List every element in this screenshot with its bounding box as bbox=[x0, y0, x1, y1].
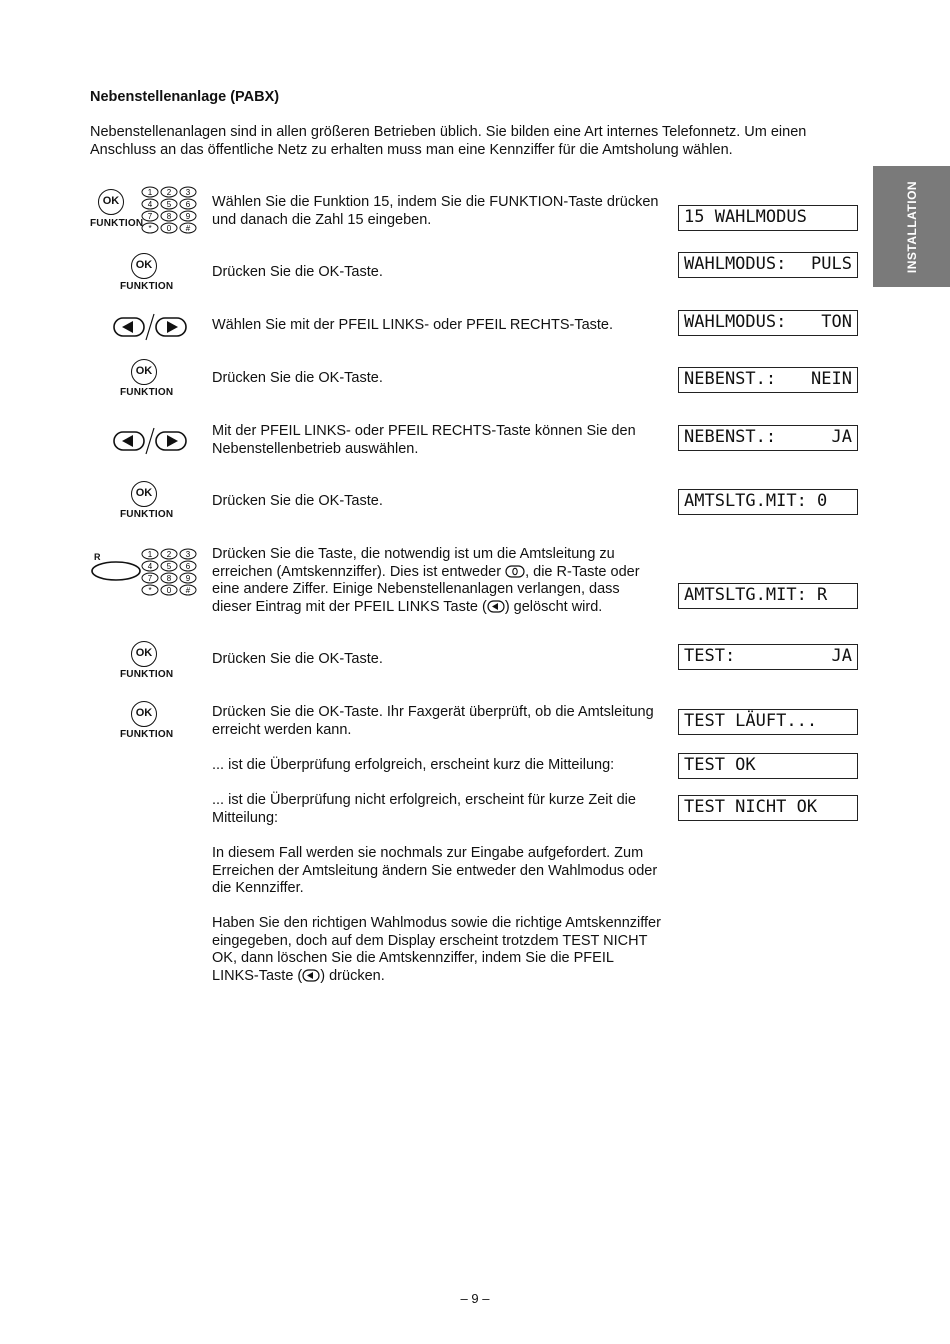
lcd-right-text: NEIN bbox=[811, 369, 852, 389]
left-right-arrow-icon bbox=[112, 312, 190, 342]
lcd-left-text: AMTSLTG.MIT: R bbox=[684, 585, 828, 605]
final-note bbox=[212, 915, 662, 985]
keypad-icon bbox=[140, 548, 200, 598]
lcd-display bbox=[678, 367, 858, 393]
step-5-text: Mit der PFEIL LINKS- oder PFEIL RECHTS-Taste können Sie den Nebenstellenbetrieb auswählen. bbox=[212, 423, 636, 457]
step-1-text: Wählen Sie die Funktion 15, indem Sie die FUNKTION-Taste drücken und danach die Zahl 15 eingeben. bbox=[212, 194, 659, 228]
keypad-key-label: 8 bbox=[166, 212, 172, 221]
keypad-key-label: # bbox=[185, 224, 191, 233]
lcd-display bbox=[678, 205, 858, 231]
step-4-text: Drücken Sie die OK-Taste. bbox=[212, 370, 383, 386]
lcd-left-text: WAHLMODUS: bbox=[684, 312, 787, 332]
keypad-key-label: 6 bbox=[185, 200, 191, 209]
lcd-display bbox=[678, 709, 858, 735]
lcd-left-text: AMTSLTG.MIT: 0 bbox=[684, 491, 828, 511]
ok-funktion-icon bbox=[118, 481, 176, 523]
step-7-text-part-2: , die R-Taste oder eine andere Ziffer. Einige Nebenstellenanlagen verlangen, dass dieser Eintrag mit der PFEIL LINKS Taste ( bbox=[212, 563, 640, 615]
ok-funktion-icon bbox=[118, 641, 176, 683]
funktion-label: FUNKTION bbox=[120, 387, 174, 398]
lcd-right-text: TON bbox=[821, 312, 852, 332]
left-arrow-key-icon bbox=[487, 600, 505, 613]
ok-and-keypad-icon bbox=[90, 186, 205, 236]
keypad-key-label: 1 bbox=[147, 550, 153, 559]
step-7-text-part-1: Drücken Sie die Taste, die notwendig ist um die Amtsleitung zu erreichen (Amtskennziffer). Dies ist entweder bbox=[212, 546, 615, 580]
left-right-arrow-icon bbox=[112, 426, 190, 456]
final-note-part-2: ) drücken. bbox=[320, 967, 385, 984]
lcd-display bbox=[678, 583, 858, 609]
keypad-key-label: 8 bbox=[166, 574, 172, 583]
r-key-icon bbox=[90, 558, 145, 584]
keypad-key-label: # bbox=[185, 586, 191, 595]
keypad-key-label: 5 bbox=[166, 562, 172, 571]
step-7-text-part-3: ) gelöscht wird. bbox=[504, 598, 603, 615]
lcd-right-text: JA bbox=[831, 427, 852, 447]
lcd-left-text: TEST OK bbox=[684, 755, 756, 775]
keypad-key-label: 0 bbox=[166, 224, 172, 233]
lcd-left-text: WAHLMODUS: bbox=[684, 254, 787, 274]
left-arrow-key-icon bbox=[302, 969, 320, 982]
lcd-display bbox=[678, 753, 858, 779]
funktion-label: FUNKTION bbox=[120, 669, 174, 680]
keypad-key-label: 1 bbox=[147, 188, 153, 197]
keypad-key-label: 7 bbox=[147, 574, 153, 583]
lcd-display bbox=[678, 795, 858, 821]
failure-note: ... ist die Überprüfung nicht erfolgreich, erscheint für kurze Zeit die Mitteilung: bbox=[212, 792, 636, 826]
ok-funktion-icon bbox=[118, 701, 176, 743]
step-3-text: Wählen Sie mit der PFEIL LINKS- oder PFEIL RECHTS-Taste. bbox=[212, 317, 614, 333]
zero-key-icon bbox=[505, 565, 525, 578]
page-number: – 9 – bbox=[460, 1291, 490, 1306]
keypad-key-label: 4 bbox=[147, 200, 153, 209]
intro-paragraph: Nebenstellenanlagen sind in allen größeren Betrieben üblich. Sie bilden eine Art internes Telefonnetz. Um einen Anschluss an das öffentliche Netz zu erhalten muss man eine Kennziffer für die Amtsholung wählen. bbox=[90, 124, 807, 158]
keypad-key-label: 4 bbox=[147, 562, 153, 571]
final-note-part-1: Haben Sie den richtigen Wahlmodus sowie die richtige Amtskennziffer eingegeben, doch auf dem Display erscheint trotzdem TEST NICHT OK, dann löschen Sie die Amtskennziffer, indem Sie die PFEIL LINKS-Taste ( bbox=[212, 915, 661, 984]
step-7-text bbox=[212, 546, 662, 616]
keypad-icon bbox=[140, 186, 200, 236]
r-key-label: R bbox=[94, 552, 101, 562]
r-key-and-keypad-icon bbox=[90, 548, 205, 600]
funktion-label: FUNKTION bbox=[120, 281, 174, 292]
keypad-key-label: * bbox=[148, 586, 152, 595]
retry-note: In diesem Fall werden sie nochmals zur Eingabe aufgefordert. Zum Erreichen der Amtsleitung ändern Sie entweder den Wahlmodus oder die Kennziffer. bbox=[212, 845, 658, 897]
lcd-display bbox=[678, 489, 858, 515]
keypad-key-label: 2 bbox=[166, 188, 172, 197]
ok-funktion-icon bbox=[118, 253, 176, 295]
keypad-key-label: 9 bbox=[185, 574, 191, 583]
step-2-text: Drücken Sie die OK-Taste. bbox=[212, 264, 383, 280]
lcd-display bbox=[678, 425, 858, 451]
lcd-display bbox=[678, 310, 858, 336]
success-note: ... ist die Überprüfung erfolgreich, erscheint kurz die Mitteilung: bbox=[212, 757, 615, 773]
lcd-left-text: NEBENST.: bbox=[684, 369, 777, 389]
ok-key-icon: OK bbox=[131, 701, 157, 727]
funktion-label: FUNKTION bbox=[120, 509, 174, 520]
step-8-text: Drücken Sie die OK-Taste. bbox=[212, 651, 383, 667]
keypad-key-label: 9 bbox=[185, 212, 191, 221]
lcd-display bbox=[678, 252, 858, 278]
side-tab-label: INSTALLATION bbox=[904, 180, 919, 273]
lcd-left-text: 15 WAHLMODUS bbox=[684, 207, 807, 227]
ok-key-icon: OK bbox=[131, 253, 157, 279]
lcd-right-text: PULS bbox=[811, 254, 852, 274]
section-heading: Nebenstellenanlage (PABX) bbox=[90, 89, 280, 105]
installation-side-tab bbox=[873, 166, 950, 287]
lcd-display bbox=[678, 644, 858, 670]
ok-key-icon: OK bbox=[131, 481, 157, 507]
keypad-key-label: 3 bbox=[185, 188, 191, 197]
ok-key-icon: OK bbox=[98, 189, 124, 215]
lcd-left-text: TEST NICHT OK bbox=[684, 797, 818, 817]
ok-key-icon: OK bbox=[131, 641, 157, 667]
step-6-text: Drücken Sie die OK-Taste. bbox=[212, 493, 383, 509]
lcd-right-text: JA bbox=[831, 646, 852, 666]
ok-key-icon: OK bbox=[131, 359, 157, 385]
funktion-label: FUNKTION bbox=[120, 729, 174, 740]
keypad-key-label: 7 bbox=[147, 212, 153, 221]
funktion-label: FUNKTION bbox=[90, 218, 144, 229]
keypad-key-label: 0 bbox=[166, 586, 172, 595]
keypad-key-label: 3 bbox=[185, 550, 191, 559]
lcd-left-text: TEST LÄUFT... bbox=[684, 711, 818, 731]
keypad-key-label: 2 bbox=[166, 550, 172, 559]
step-9-text: Drücken Sie die OK-Taste. Ihr Faxgerät überprüft, ob die Amtsleitung erreicht werden kann. bbox=[212, 704, 654, 738]
keypad-key-label: 6 bbox=[185, 562, 191, 571]
keypad-key-label: * bbox=[148, 224, 152, 233]
keypad-key-label: 5 bbox=[166, 200, 172, 209]
ok-funktion-icon bbox=[118, 359, 176, 401]
lcd-left-text: TEST: bbox=[684, 646, 736, 666]
lcd-left-text: NEBENST.: bbox=[684, 427, 777, 447]
